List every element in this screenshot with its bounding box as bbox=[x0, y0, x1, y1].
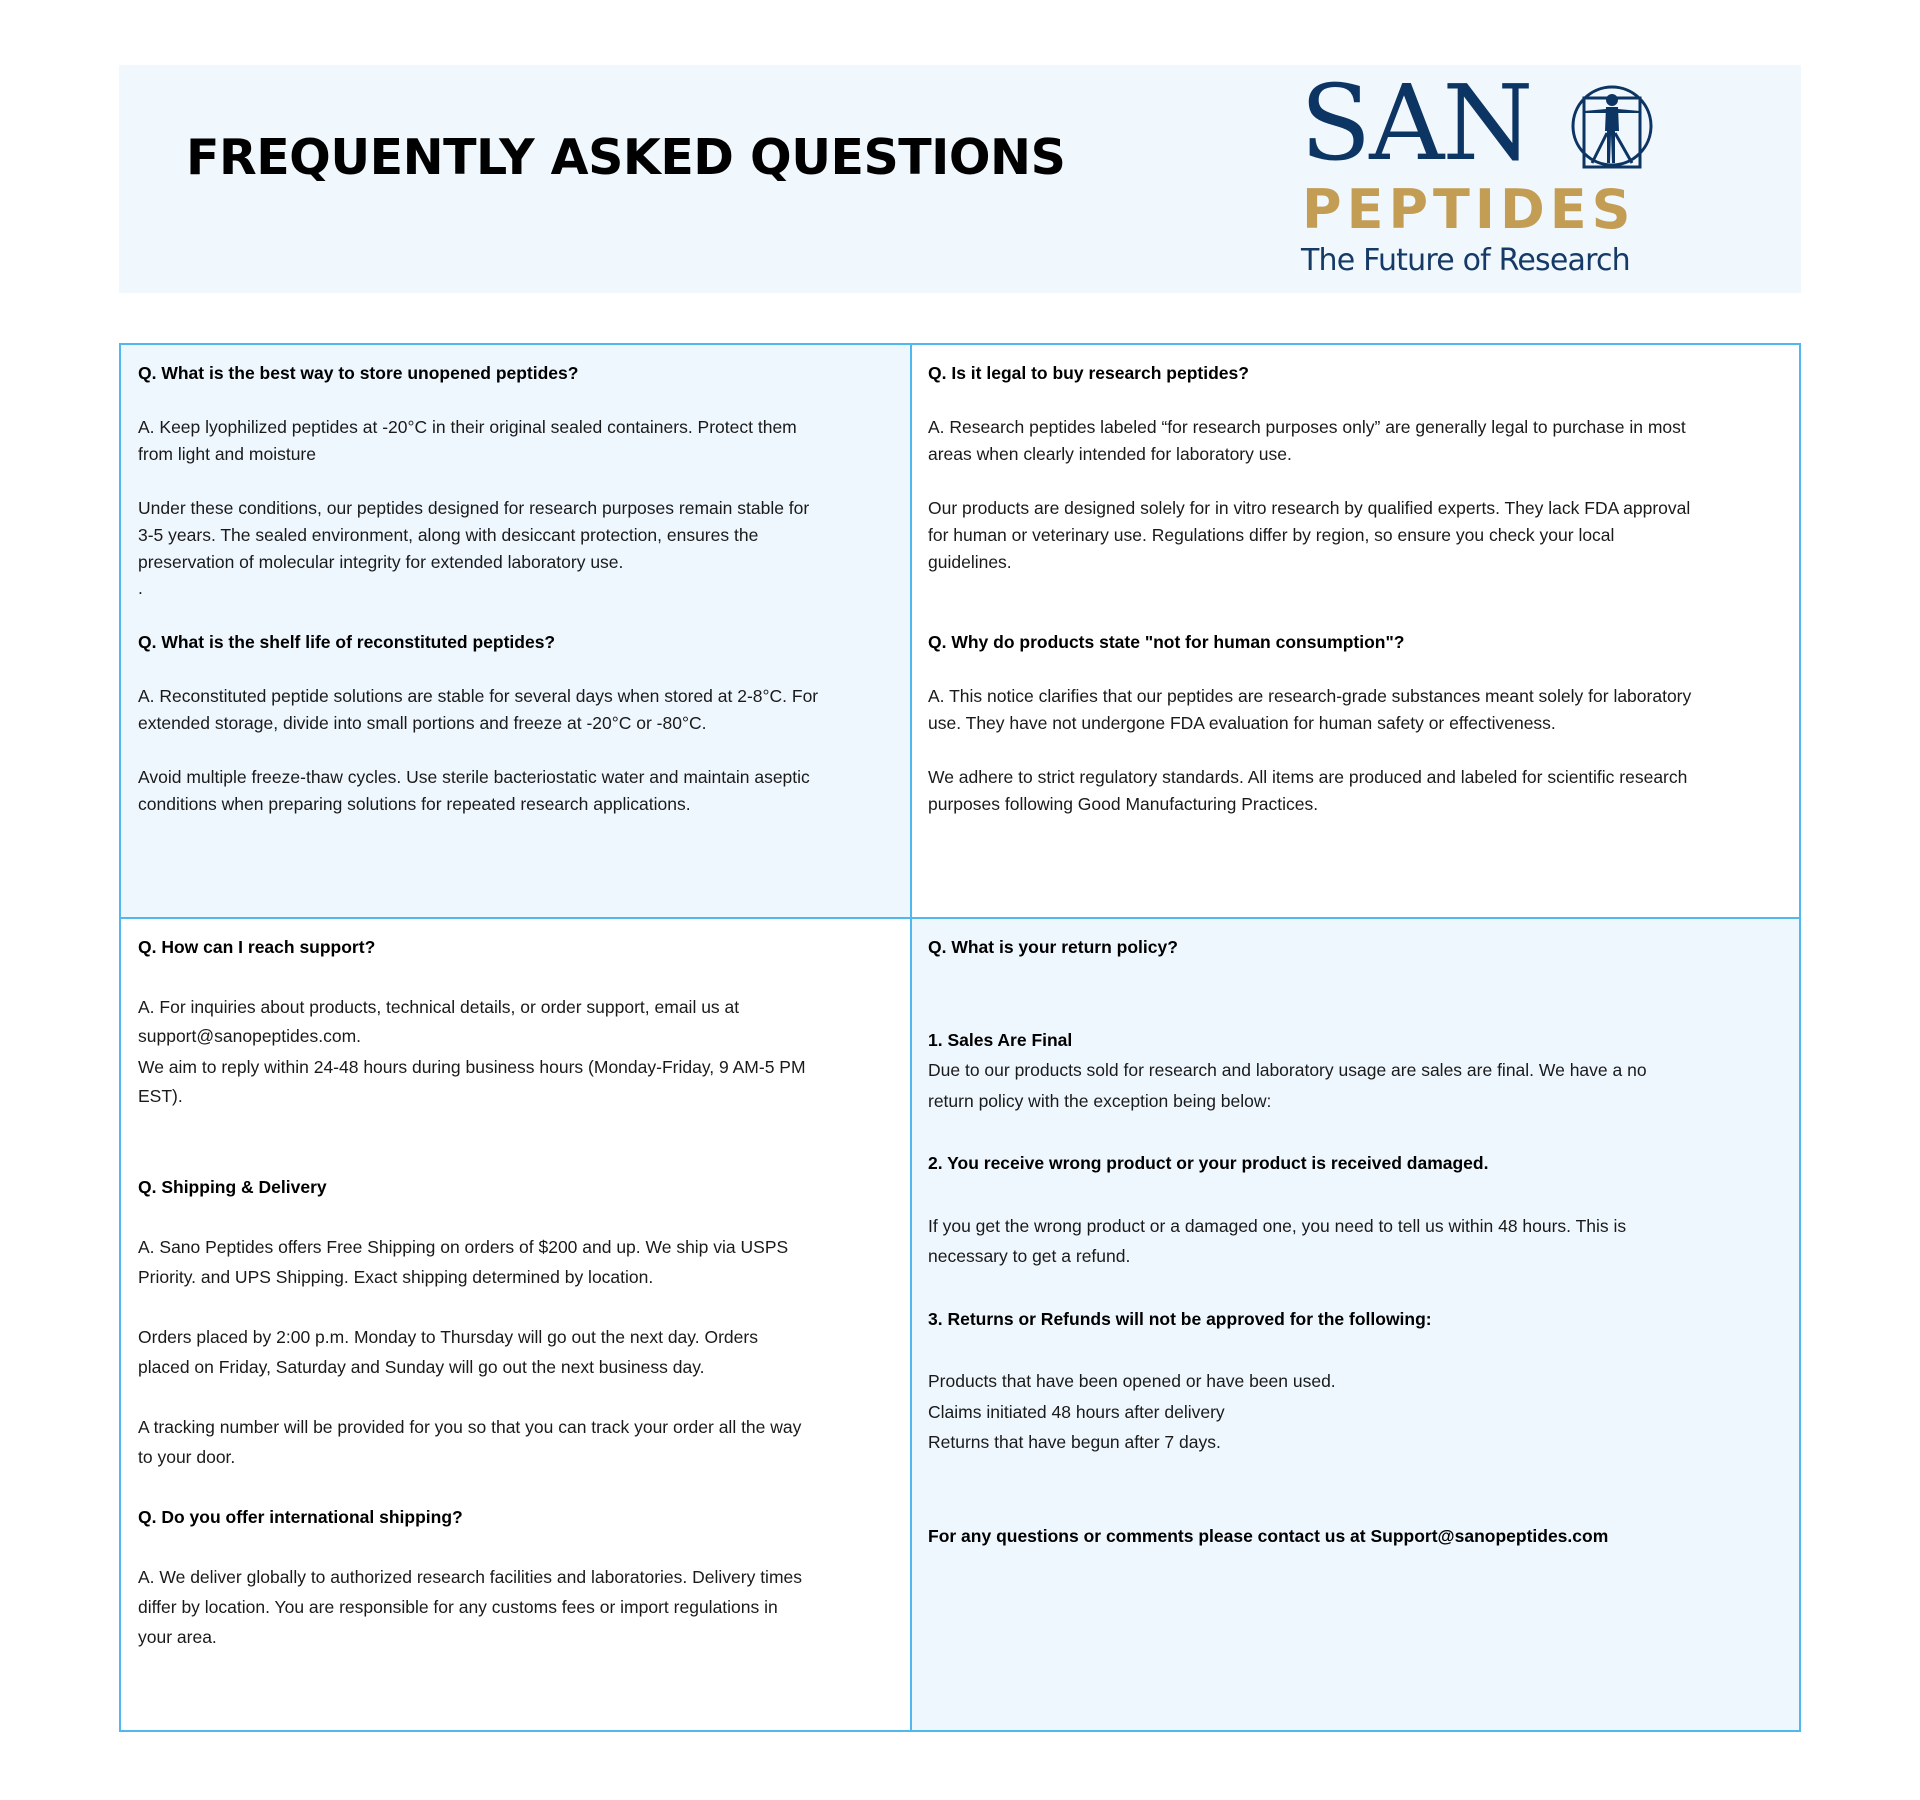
vitruvian-man-icon bbox=[1570, 83, 1654, 169]
faq-question: Q. Why do products state "not for human consumption"? bbox=[928, 632, 1405, 652]
faq-answer-line: A. Reconstituted peptide solutions are stable for several days when stored at 2-8°C. For bbox=[138, 686, 819, 706]
page-title: FREQUENTLY ASKED QUESTIONS bbox=[186, 129, 1066, 186]
policy-exclusion-item: Returns that have begun after 7 days. bbox=[928, 1432, 1221, 1452]
faq-answer-line: We aim to reply within 24-48 hours during business hours (Monday-Friday, 9 AM-5 PM bbox=[138, 1057, 806, 1077]
faq-grid bbox=[119, 343, 1801, 1732]
faq-answer-line: A. We deliver globally to authorized research facilities and laboratories. Delivery times bbox=[138, 1567, 803, 1587]
faq-cell-return-policy bbox=[912, 919, 1799, 1730]
brand-logo bbox=[1300, 62, 1720, 289]
faq-answer-line: from light and moisture bbox=[138, 444, 316, 464]
faq-answer-line: . bbox=[138, 578, 143, 598]
faq-answer-line: purposes following Good Manufacturing Practices. bbox=[928, 794, 1319, 814]
page-header bbox=[119, 62, 1801, 293]
faq-answer-line: A. For inquiries about products, technical details, or order support, email us at bbox=[138, 997, 740, 1017]
faq-cell-support-shipping bbox=[121, 919, 912, 1730]
faq-answer-line: Our products are designed solely for in vitro research by qualified experts. They lack FDA approval bbox=[928, 498, 1691, 518]
faq-answer-line: A tracking number will be provided for you so that you can track your order all the way bbox=[138, 1417, 802, 1437]
faq-answer-line: A. Keep lyophilized peptides at -20°C in their original sealed containers. Protect them bbox=[138, 417, 797, 437]
faq-answer-line: Priority. and UPS Shipping. Exact shipping determined by location. bbox=[138, 1267, 654, 1287]
logo-wordmark-peptides: PEPTIDES bbox=[1302, 178, 1636, 241]
policy-exclusion-item: Claims initiated 48 hours after delivery bbox=[928, 1402, 1225, 1422]
policy-section-title: 1. Sales Are Final bbox=[928, 1030, 1073, 1050]
faq-answer-line: 3-5 years. The sealed environment, along with desiccant protection, ensures the bbox=[138, 525, 759, 545]
faq-question: Q. How can I reach support? bbox=[138, 937, 376, 957]
contact-line: For any questions or comments please contact us at Support@sanopeptides.com bbox=[928, 1526, 1609, 1546]
faq-question: Q. What is the best way to store unopened peptides? bbox=[138, 363, 579, 383]
faq-answer-line: Under these conditions, our peptides designed for research purposes remain stable for bbox=[138, 498, 810, 518]
faq-answer-line: A. Research peptides labeled “for research purposes only” are generally legal to purchase in most bbox=[928, 417, 1686, 437]
policy-section-title: 3. Returns or Refunds will not be approved for the following: bbox=[928, 1309, 1432, 1329]
faq-answer-line: We adhere to strict regulatory standards. All items are produced and labeled for scientific research bbox=[928, 767, 1688, 787]
faq-answer-line: Avoid multiple freeze-thaw cycles. Use sterile bacteriostatic water and maintain aseptic bbox=[138, 767, 810, 787]
faq-cell-legal bbox=[912, 345, 1799, 919]
faq-question: Q. What is your return policy? bbox=[928, 937, 1178, 957]
faq-answer-line: placed on Friday, Saturday and Sunday will go out the next business day. bbox=[138, 1357, 705, 1377]
faq-answer-line: guidelines. bbox=[928, 552, 1012, 572]
faq-answer-line: to your door. bbox=[138, 1447, 236, 1467]
faq-cell-storage bbox=[121, 345, 912, 919]
faq-answer-line: for human or veterinary use. Regulations differ by region, so ensure you check your local bbox=[928, 525, 1615, 545]
faq-answer-line: A. Sano Peptides offers Free Shipping on orders of $200 and up. We ship via USPS bbox=[138, 1237, 789, 1257]
policy-exclusion-item: Products that have been opened or have been used. bbox=[928, 1371, 1336, 1391]
faq-answer-line: differ by location. You are responsible for any customs fees or import regulations in bbox=[138, 1597, 778, 1617]
faq-answer-line: preservation of molecular integrity for extended laboratory use. bbox=[138, 552, 624, 572]
faq-answer-line: your area. bbox=[138, 1627, 217, 1647]
logo-wordmark-san: SAN bbox=[1300, 62, 1532, 184]
faq-answer-line: A. This notice clarifies that our peptides are research-grade substances meant solely for laboratory bbox=[928, 686, 1692, 706]
logo-tagline: The Future of Research bbox=[1301, 243, 1630, 278]
faq-answer-line: EST). bbox=[138, 1086, 183, 1106]
policy-line: Due to our products sold for research and laboratory usage are sales are final. We have a no bbox=[928, 1060, 1647, 1080]
faq-question: Q. Shipping & Delivery bbox=[138, 1177, 327, 1197]
faq-answer-line: conditions when preparing solutions for repeated research applications. bbox=[138, 794, 691, 814]
support-email-link[interactable]: support@sanopeptides.com. bbox=[138, 1026, 362, 1046]
faq-question: Q. Do you offer international shipping? bbox=[138, 1507, 463, 1527]
faq-answer-line: Orders placed by 2:00 p.m. Monday to Thursday will go out the next day. Orders bbox=[138, 1327, 758, 1347]
faq-question: Q. Is it legal to buy research peptides? bbox=[928, 363, 1249, 383]
policy-section-title: 2. You receive wrong product or your product is received damaged. bbox=[928, 1153, 1489, 1173]
policy-line: If you get the wrong product or a damaged one, you need to tell us within 48 hours. This is bbox=[928, 1216, 1627, 1236]
faq-answer-line: areas when clearly intended for laboratory use. bbox=[928, 444, 1292, 464]
faq-answer-line: extended storage, divide into small portions and freeze at -20°C or -80°C. bbox=[138, 713, 707, 733]
policy-line: necessary to get a refund. bbox=[928, 1246, 1131, 1266]
faq-question: Q. What is the shelf life of reconstituted peptides? bbox=[138, 632, 556, 652]
faq-answer-line: use. They have not undergone FDA evaluation for human safety or effectiveness. bbox=[928, 713, 1556, 733]
policy-line: return policy with the exception being below: bbox=[928, 1091, 1272, 1111]
